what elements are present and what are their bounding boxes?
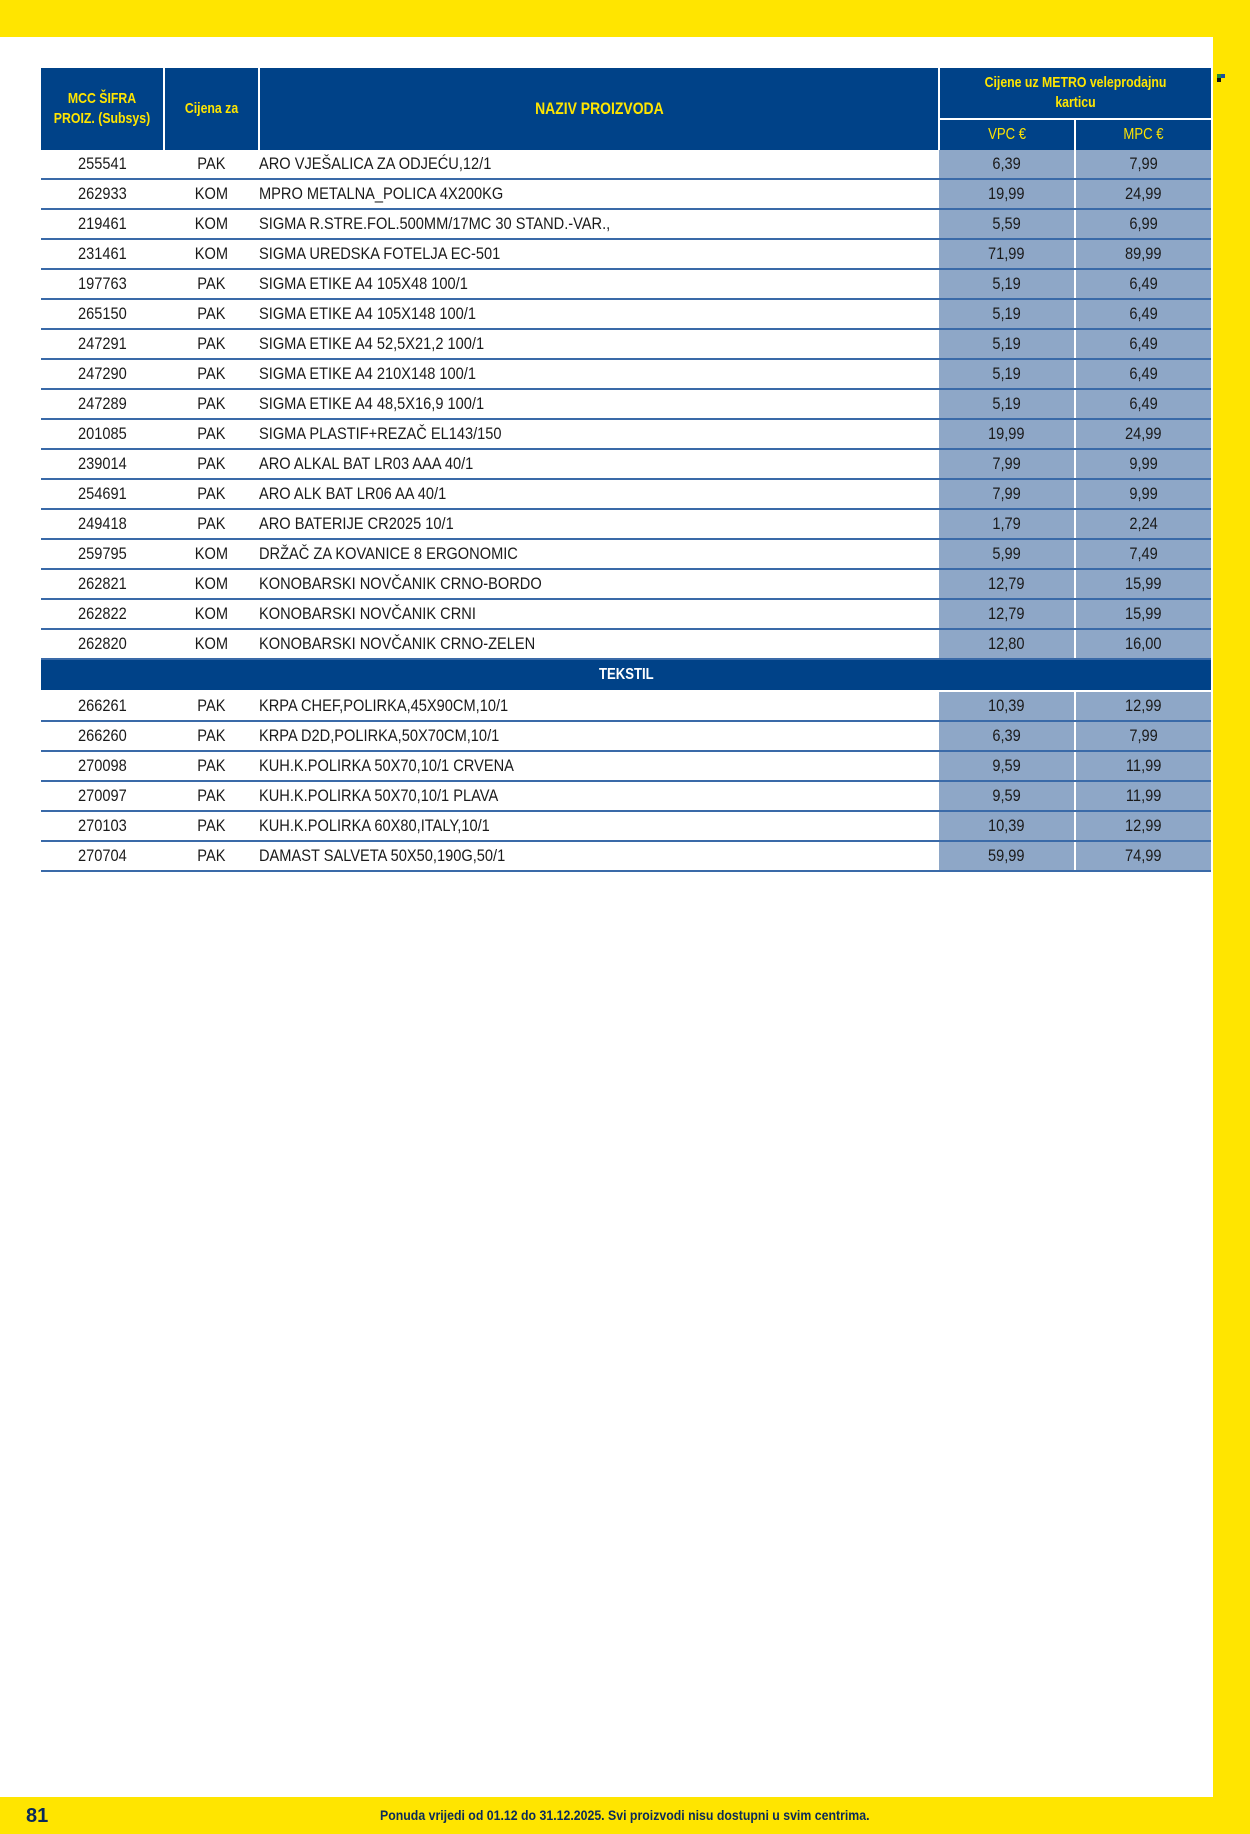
price-unit: PAK xyxy=(164,751,259,781)
product-code: 197763 xyxy=(41,269,164,299)
table-row xyxy=(41,781,1211,811)
table-row xyxy=(41,811,1211,841)
price-mpc: 24,99 xyxy=(1075,179,1211,209)
table-row xyxy=(41,599,1211,629)
product-code: 270704 xyxy=(41,841,164,871)
table-row xyxy=(41,449,1211,479)
price-vpc: 59,99 xyxy=(939,841,1075,871)
price-mpc: 11,99 xyxy=(1075,781,1211,811)
header-name: NAZIV PROIZVODA xyxy=(259,68,939,150)
page-number: 81 xyxy=(26,1805,49,1827)
product-code: 219461 xyxy=(41,209,164,239)
section-tekstil xyxy=(41,659,1211,691)
price-mpc: 12,99 xyxy=(1075,811,1211,841)
price-vpc: 6,39 xyxy=(939,721,1075,751)
price-unit: PAK xyxy=(164,721,259,751)
table-row xyxy=(41,209,1211,239)
price-unit: PAK xyxy=(164,150,259,179)
price-unit: PAK xyxy=(164,841,259,871)
product-name: KONOBARSKI NOVČANIK CRNO-BORDO xyxy=(259,569,939,599)
header-unit: Cijena za xyxy=(164,68,259,150)
product-code: 247290 xyxy=(41,359,164,389)
table-row xyxy=(41,691,1211,721)
price-mpc: 6,49 xyxy=(1075,389,1211,419)
price-mpc: 2,24 xyxy=(1075,509,1211,539)
price-mpc: 11,99 xyxy=(1075,751,1211,781)
price-mpc: 15,99 xyxy=(1075,569,1211,599)
product-name: DRŽAČ ZA KOVANICE 8 ERGONOMIC xyxy=(259,539,939,569)
price-unit: PAK xyxy=(164,329,259,359)
product-code: 270098 xyxy=(41,751,164,781)
product-code: 255541 xyxy=(41,150,164,179)
table-row xyxy=(41,629,1211,659)
price-vpc: 19,99 xyxy=(939,179,1075,209)
price-vpc: 71,99 xyxy=(939,239,1075,269)
price-unit: KOM xyxy=(164,179,259,209)
product-name: KUH.K.POLIRKA 60X80,ITALY,10/1 xyxy=(259,811,939,841)
price-vpc: 12,79 xyxy=(939,599,1075,629)
price-mpc: 9,99 xyxy=(1075,479,1211,509)
price-vpc: 5,19 xyxy=(939,329,1075,359)
table-row xyxy=(41,841,1211,871)
table-row xyxy=(41,539,1211,569)
price-vpc: 7,99 xyxy=(939,479,1075,509)
table-row xyxy=(41,569,1211,599)
section-title: TEKSTIL xyxy=(41,659,1211,691)
price-unit: PAK xyxy=(164,781,259,811)
price-mpc: 6,49 xyxy=(1075,329,1211,359)
product-name: KRPA CHEF,POLIRKA,45X90CM,10/1 xyxy=(259,691,939,721)
price-vpc: 9,59 xyxy=(939,751,1075,781)
product-name: ARO BATERIJE CR2025 10/1 xyxy=(259,509,939,539)
price-unit: KOM xyxy=(164,209,259,239)
product-name: KRPA D2D,POLIRKA,50X70CM,10/1 xyxy=(259,721,939,751)
product-name: SIGMA ETIKE A4 52,5X21,2 100/1 xyxy=(259,329,939,359)
product-name: SIGMA PLASTIF+REZAČ EL143/150 xyxy=(259,419,939,449)
product-code: 262821 xyxy=(41,569,164,599)
price-unit: PAK xyxy=(164,419,259,449)
price-unit: KOM xyxy=(164,629,259,659)
product-name: SIGMA ETIKE A4 48,5X16,9 100/1 xyxy=(259,389,939,419)
product-name: DAMAST SALVETA 50X50,190G,50/1 xyxy=(259,841,939,871)
product-code: 265150 xyxy=(41,299,164,329)
header-price-group: Cijene uz METRO veleprodajnu karticu xyxy=(939,68,1211,119)
price-mpc: 6,49 xyxy=(1075,359,1211,389)
price-mpc: 89,99 xyxy=(1075,239,1211,269)
price-vpc: 10,39 xyxy=(939,811,1075,841)
product-code: 254691 xyxy=(41,479,164,509)
price-unit: KOM xyxy=(164,569,259,599)
header-code: MCC ŠIFRA PROIZ. (Subsys) xyxy=(41,68,164,150)
product-code: 249418 xyxy=(41,509,164,539)
table-row xyxy=(41,269,1211,299)
price-vpc: 5,19 xyxy=(939,389,1075,419)
price-mpc: 6,99 xyxy=(1075,209,1211,239)
table-row xyxy=(41,239,1211,269)
price-unit: PAK xyxy=(164,509,259,539)
product-code: 266260 xyxy=(41,721,164,751)
price-vpc: 10,39 xyxy=(939,691,1075,721)
price-vpc: 5,59 xyxy=(939,209,1075,239)
price-unit: PAK xyxy=(164,811,259,841)
table-row xyxy=(41,509,1211,539)
table-row xyxy=(41,150,1211,179)
product-name: SIGMA ETIKE A4 105X148 100/1 xyxy=(259,299,939,329)
product-name: ARO ALKAL BAT LR03 AAA 40/1 xyxy=(259,449,939,479)
price-mpc: 24,99 xyxy=(1075,419,1211,449)
product-name: KUH.K.POLIRKA 50X70,10/1 PLAVA xyxy=(259,781,939,811)
product-code: 239014 xyxy=(41,449,164,479)
price-vpc: 9,59 xyxy=(939,781,1075,811)
price-unit: KOM xyxy=(164,539,259,569)
price-vpc: 12,80 xyxy=(939,629,1075,659)
product-name: KONOBARSKI NOVČANIK CRNI xyxy=(259,599,939,629)
price-mpc: 16,00 xyxy=(1075,629,1211,659)
price-mpc: 15,99 xyxy=(1075,599,1211,629)
product-code: 266261 xyxy=(41,691,164,721)
table-row xyxy=(41,179,1211,209)
product-name: SIGMA ETIKE A4 210X148 100/1 xyxy=(259,359,939,389)
price-vpc: 5,19 xyxy=(939,269,1075,299)
price-mpc: 7,49 xyxy=(1075,539,1211,569)
price-unit: KOM xyxy=(164,239,259,269)
table-row xyxy=(41,359,1211,389)
product-code: 247291 xyxy=(41,329,164,359)
price-mpc: 12,99 xyxy=(1075,691,1211,721)
price-unit: PAK xyxy=(164,479,259,509)
product-name: ARO ALK BAT LR06 AA 40/1 xyxy=(259,479,939,509)
product-code: 262933 xyxy=(41,179,164,209)
product-name: ARO VJEŠALICA ZA ODJEĆU,12/1 xyxy=(259,150,939,179)
price-vpc: 6,39 xyxy=(939,150,1075,179)
product-code: 270097 xyxy=(41,781,164,811)
footer-note: Ponuda vrijedi od 01.12 do 31.12.2025. Svi proizvodi nisu dostupni u svim centrima. xyxy=(380,1807,870,1823)
product-name: SIGMA ETIKE A4 105X48 100/1 xyxy=(259,269,939,299)
table-row xyxy=(41,721,1211,751)
header-vpc: VPC € xyxy=(939,119,1075,150)
price-mpc: 6,49 xyxy=(1075,299,1211,329)
price-unit: PAK xyxy=(164,269,259,299)
product-name: KONOBARSKI NOVČANIK CRNO-ZELEN xyxy=(259,629,939,659)
price-mpc: 74,99 xyxy=(1075,841,1211,871)
price-vpc: 7,99 xyxy=(939,449,1075,479)
product-price-table xyxy=(41,68,1211,872)
product-code: 247289 xyxy=(41,389,164,419)
price-vpc: 1,79 xyxy=(939,509,1075,539)
price-mpc: 9,99 xyxy=(1075,449,1211,479)
price-unit: PAK xyxy=(164,449,259,479)
corner-mark-icon xyxy=(1217,74,1225,82)
section-product-rows xyxy=(41,691,1211,871)
table-row xyxy=(41,389,1211,419)
price-unit: KOM xyxy=(164,599,259,629)
price-vpc: 5,19 xyxy=(939,359,1075,389)
product-rows xyxy=(41,150,1211,659)
table-row xyxy=(41,329,1211,359)
table-row xyxy=(41,299,1211,329)
product-code: 259795 xyxy=(41,539,164,569)
header-mpc: MPC € xyxy=(1075,119,1211,150)
price-vpc: 5,19 xyxy=(939,299,1075,329)
price-mpc: 7,99 xyxy=(1075,721,1211,751)
product-name: KUH.K.POLIRKA 50X70,10/1 CRVENA xyxy=(259,751,939,781)
product-code: 262820 xyxy=(41,629,164,659)
price-mpc: 7,99 xyxy=(1075,150,1211,179)
price-unit: PAK xyxy=(164,389,259,419)
table-row xyxy=(41,751,1211,781)
product-name: SIGMA UREDSKA FOTELJA EC-501 xyxy=(259,239,939,269)
section-header xyxy=(41,659,1211,691)
price-vpc: 5,99 xyxy=(939,539,1075,569)
footer xyxy=(0,1797,1250,1834)
product-code: 201085 xyxy=(41,419,164,449)
table-row xyxy=(41,479,1211,509)
product-name: SIGMA R.STRE.FOL.500MM/17MC 30 STAND.-VAR., xyxy=(259,209,939,239)
price-vpc: 12,79 xyxy=(939,569,1075,599)
price-unit: PAK xyxy=(164,691,259,721)
price-vpc: 19,99 xyxy=(939,419,1075,449)
price-mpc: 6,49 xyxy=(1075,269,1211,299)
product-name: MPRO METALNA_POLICA 4X200KG xyxy=(259,179,939,209)
table-row xyxy=(41,419,1211,449)
product-code: 270103 xyxy=(41,811,164,841)
price-unit: PAK xyxy=(164,299,259,329)
product-code: 262822 xyxy=(41,599,164,629)
price-unit: PAK xyxy=(164,359,259,389)
product-code: 231461 xyxy=(41,239,164,269)
